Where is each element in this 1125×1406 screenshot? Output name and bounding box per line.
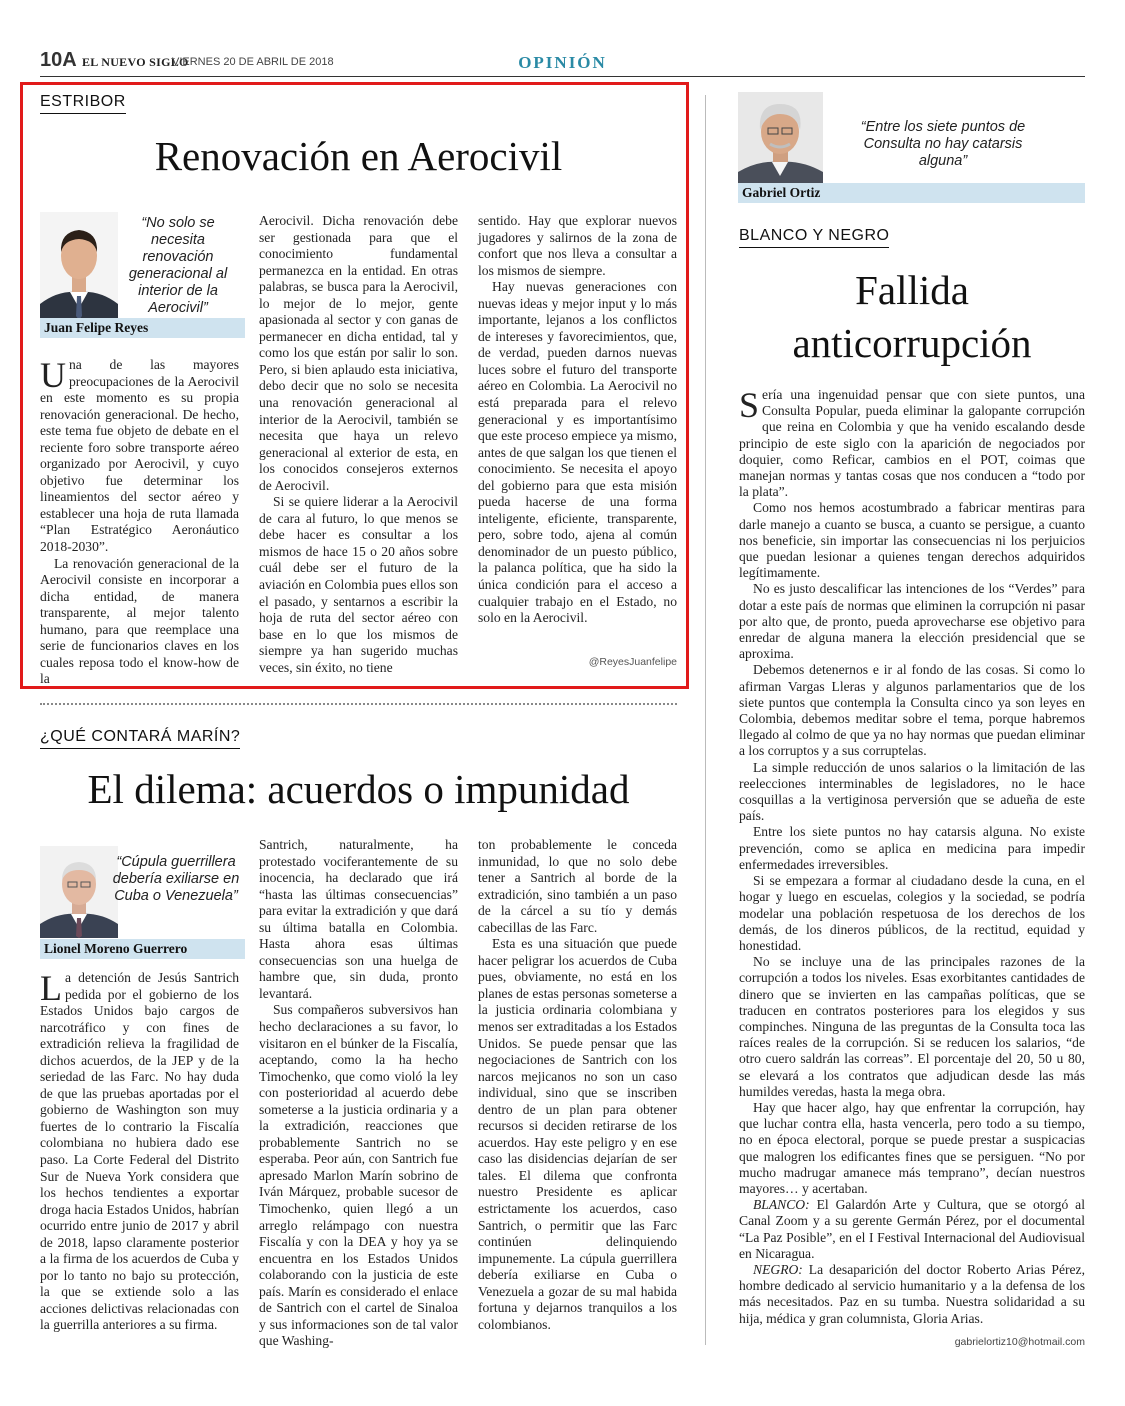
article1-column-2 [259,213,458,676]
article3-negro-label: NEGRO: [753,1261,803,1277]
article2-col2-p2: Sus compañeros subversivos han hecho declaraciones a su favor, lo visitaron en el búnker de la Fiscalía, aceptando, como la ha hecho Timochenko, que como violó la ley con posterioridad al acuerdo debe someterse a la justicia ordinaria y a la extradición, reacciones que probablemente Santrich no se esperaba. Peor aún, con Santrich fue apresado Marlon Marín sobrino de Iván Márquez, probable sucesor de Timochenko, quien llegó a un arreglo relámpago con nuestra Fiscalía y con la DEA y hoy ya se encuentra en los Estados Unidos colaborando con la justicia de este país. Marín es considerado el enlace de Santrich con el cartel de Sinaloa y sus informaciones son de tal valor que Washing- [259,1002,458,1349]
article3-headline [739,264,1085,370]
header-rule [40,76,1085,77]
article3-p7: Si se empezara a formar al ciudadano desde la cuna, en el hogar y luego en escuelas, colegios y la sociedad, se podría modelar una población respetuosa de los derechos de los demás, de los dineros públicos, de la rectitud, equidad y honestidad. [739,873,1085,953]
article1-twitter-handle: @ReyesJuanfelipe [588,656,677,668]
article3-p9: Hay que hacer algo, hay que enfrentar la corrupción, hay que luchar contra ella, hasta vencerla, pero todo a su tiempo, no en época electoral, porque se puede prestar a suspicacias que malogren los edificantes fines que se persiguen. “No por mucho madrugar amanece más temprano”, decían nuestros mayores… y acertaban. [739,1099,1085,1196]
author-photo-juan-felipe-reyes [40,212,118,320]
article2-dropcap: L [40,968,62,1008]
article3-quote: “Entre los siete puntos de Consulta no hay catarsis alguna” [860,119,1026,169]
article3-headline-line1: Fallida [855,267,969,313]
article1-quote: “No solo se necesita renovación generacional al interior de la Aerocivil” [128,215,228,316]
article3-p2: Como nos hemos acostumbrado a fabricar mentiras para darle manejo a cuanto se busca, a cuanto se persigue, a cuanto nos beneficie, sin importar las consecuencias ni los perjuicios que puedan lesionar a quienes tengan derechos adquiridos legítimamente. [739,500,1085,581]
author-photo-gabriel-ortiz [738,92,823,185]
article2-byline: Lionel Moreno Guerrero [40,939,245,959]
section-title: OPINIÓN [518,53,607,72]
author-photo-lionel-moreno-guerrero [40,846,118,938]
article2-headline: El dilema: acuerdos o impunidad [87,766,630,812]
article3-p3: No es justo descalificar las intenciones de los “Verdes” para dotar a este país de normas que eliminen la corrupción ni pasar por alto que, de pronto, pueda aprovecharse ese objetivo para enredar de alguna manera la elección presidencial que se aproxima. [739,581,1085,662]
article1-column-3 [478,213,677,627]
article3-kicker: BLANCO Y NEGRO [739,227,889,248]
article2-column-3 [478,837,677,1333]
article1-dropcap: U [40,355,66,395]
issue-date: VIERNES 20 DE ABRIL DE 2018 [172,56,334,68]
article3-p6: Entre los siete puntos no hay catarsis alguna. No existe prevención, como se aplica en medicina para impedir enfermedades irreversibles. [739,824,1085,872]
article2-column-1 [40,970,239,1334]
article2-col1-first: a detención de Jesús Santrich pedida por el gobierno de los Estados Unidos bajo cargos de narcotráfico y con fines de extradición relieva la fragilidad de dichos acuerdos, de la JEP y de la seriedad de las Farc. No hay duda de que las pruebas aportadas por el gobierno de Washington son muy fuertes de lo contrario la Fiscalía colombiana no hubiera dado ese paso. La Corte Federal del Distrito Sur de Nueva York considera que los hechos tendientes a exportar droga hacia Estados Unidos, habrían ocurrido entre junio de 2017 y abril de 2018, lapso claramente posterior a la firma de los acuerdos de Cuba y por lo tanto no bajo su protección, la que se extiende solo a las acciones delictivas relacionadas con la guerrilla anteriores a su firma. [40,970,239,1333]
article3-dropcap: S [739,385,760,425]
article1-col1-p2: La renovación generacional de la Aerocivil consiste en incorporar a dicha entidad, de manera transparente, al mejor talento humano, para que reemplace una serie de funcionarios claves en los cuales reposa todo el know-how de la [40,555,239,687]
article1-col1-first: na de las mayores preocupaciones de la Aerocivil en este momento es su propia renovación generacional. De hecho, este tema fue objeto de debate en el reciente foro sobre transporte aéreo organizado por Aerocivil, y cuyo objetivo fue determinar los lineamientos del sector aéreo y establecer una hoja de ruta llamada “Plan Estratégico Aeronáutico 2018-2030”. [40,357,239,555]
article2-kicker: ¿QUÉ CONTARÁ MARÍN? [40,728,240,749]
article1-kicker: ESTRIBOR [40,93,126,114]
article3-p4: Debemos detenernos e ir al fondo de las cosas. Si como lo afirman Vargas Lleras y algunos parlamentarios que de los siete puntos que contempla la Consulta cinco ya son leyes en Colombia, debemos meditar sobre el tema, porque habremos llegado al colmo de que ya no hay normas que puedan eliminar a los corruptos y a sus corruptelas. [739,662,1085,759]
section-separator [40,703,677,705]
article3-body [739,387,1085,1327]
article3-blanco-text: El Galardón Arte y Cultura, que se otorgó al Canal Zoom y a su gerente Germán Pérez, por el documental “La Paz Posible”, en el I Festival Internacional del Audiovisual en Nicaragua. [739,1197,1085,1261]
article3-headline-line2: anticorrupción [792,320,1032,366]
article2-col2-p1: Santrich, naturalmente, ha protestado vociferantemente de su inocencia, ha declarado que irá “hasta las últimas consecuencias” para evitar la extradición y que dará su última batalla en Colombia. Hasta ahora esas últimas consecuencias son una huelga de hambre que, sin duda, pronto levantará. [259,837,458,1001]
article1-col2-p2: Si se quiere liderar a la Aerocivil de cara al futuro, lo que menos se debe hacer es consultar a los mismos de hace 15 o 20 años sobre cuál debe ser el futuro de la aviación en Colombia pues ellos son el pasado, y sentarnos a escribir la hoja de ruta del sector aéreo con base en lo que los mismos de siempre ya han sugerido muchas veces, sin éxito, no tiene [259,494,458,675]
page-number: 10A [40,49,77,71]
article3-negro-text: La desaparición del doctor Roberto Arias Pérez, hombre dedicado al servicio humanitario y a la defensa de los más necesitados. Paz en su tumba. Nuestra solidaridad a su hija, médica y gran columnista, Gloria Arias. [739,1261,1085,1326]
article3-email: gabrielortiz10@hotmail.com [954,1336,1085,1348]
article3-p8: No se incluye una de las principales razones de la corrupción a todos los niveles. Esas exorbitantes cantidades de dinero que se invierten en las campañas políticas, que se traducen en contratos posteriores para los elegidos y sus compinches. Ninguna de las preguntas de la Consulta toca las raíces reales de la corrupción. Si se reducen los salarios, “de otro cuero saldrán las correas”. El porcentaje del 20, 50 u 80, se elevará a los contratos que adjudican desde las más humildes veredas, hasta la mega obra. [739,954,1085,1099]
article1-col2-p1: Aerocivil. Dicha renovación debe ser gestionada para que el conocimiento fundamental permanezca en la entidad. En otras palabras, se busca para la Aerocivil, lo mejor de lo mejor, gente apasionada al sector y con ganas de permanecer en dicha entidad, tal y como los que están por salir lo son. Pero, si bien aplaudo esta iniciativa, debo decir que no solo se necesita una renovación generacional al interior de la Aerocivil, también se necesita que haya un relevo generacional al exterior de esta, en los conocidos consejeros externos de Aerocivil. [259,213,458,493]
article2-column-2 [259,837,458,1350]
newspaper-name: EL NUEVO SIGLO [82,55,189,69]
article2-col3-p1: ton probablemente le conceda inmunidad, lo que no solo debe tener a Santrich al borde de la extradición, sino también a un paso de la cárcel a su tío y demás cabecillas de las Farc. [478,837,677,935]
article3-byline: Gabriel Ortiz [738,183,1085,203]
article2-quote: “Cúpula guerrillera debería exiliarse en Cuba o Venezuela” [112,854,240,904]
article3-blanco-label: BLANCO: [753,1197,810,1213]
article1-headline: Renovación en Aerocivil [154,133,563,179]
article2-col3-p2: Esta es una situación que puede hacer peligrar los acuerdos de Cuba pues, obviamente, no está en los planes de estas personas someterse a la justicia ordinaria colombiana y menos ser extraditadas a los Estados Unidos. Se puede pensar que las negociaciones de Santrich con los narcos mejicanos no son un caso individual, sino que se inscriben dentro de un plan para obtener recursos si deciden retirarse de los acuerdos. Hay este peligro y en ese caso las disidencias dejarían de ser tales. El dilema que confronta nuestro Presidente es aplicar estrictamente los acuerdos, caso Santrich, o permitir que las Farc continúen delinquiendo impunemente. La cúpula guerrillera debería exiliarse en Cuba o Venezuela a gozar de su mal habida fortuna y dejarnos tranquilos a los colombianos. [478,936,677,1332]
article3-p1: ería una ingenuidad pensar que con siete puntos, una Consulta Popular, pueda eliminar la galopante corrupción que reina en Colombia y que ha venido escalando desde principio de este siglo con la aparición de negociados por doquier, como Reficar, cambios en el POT, coimas que manejan normas y tantas cosas que nos conducen a “todo por la plata”. [739,387,1085,500]
article1-col3-p2: Hay nuevas generaciones con nuevas ideas y mejor input y lo más importante, lejanos a los conflictos de intereses y favorecimientos, que, de verdad, pueden darnos nuevas luces sobre el futuro del transporte aéreo en Colombia. La Aerocivil no está preparada para el relevo generacional y es importantísimo que este proceso empiece ya mismo, antes de que salgan los que tienen el conocimiento. Se necesita el apoyo del gobierno para que esta misión pueda hacerse de una forma inteligente, eficiente, transparente, pero, sobre todo, ajena al común denominador de un puesto público, la palanca política, que ha sido la única condición para el acceso a cualquier trabajo en el Estado, no solo en la Aerocivil. [478,279,677,626]
article1-col3-p1: sentido. Hay que explorar nuevos jugadores y salirnos de la zona de confort que nos lleva a consultar a los mismos de siempre. [478,213,677,278]
column-divider [705,95,706,1345]
article3-p5: La simple reducción de unos salarios o la limitación de las reelecciones interminables de legisladores, no le hace cosquillas a la vertiginosa perversión que se adueña de este país. [739,759,1085,824]
article1-byline: Juan Felipe Reyes [40,318,245,338]
article1-column-1 [40,357,239,688]
